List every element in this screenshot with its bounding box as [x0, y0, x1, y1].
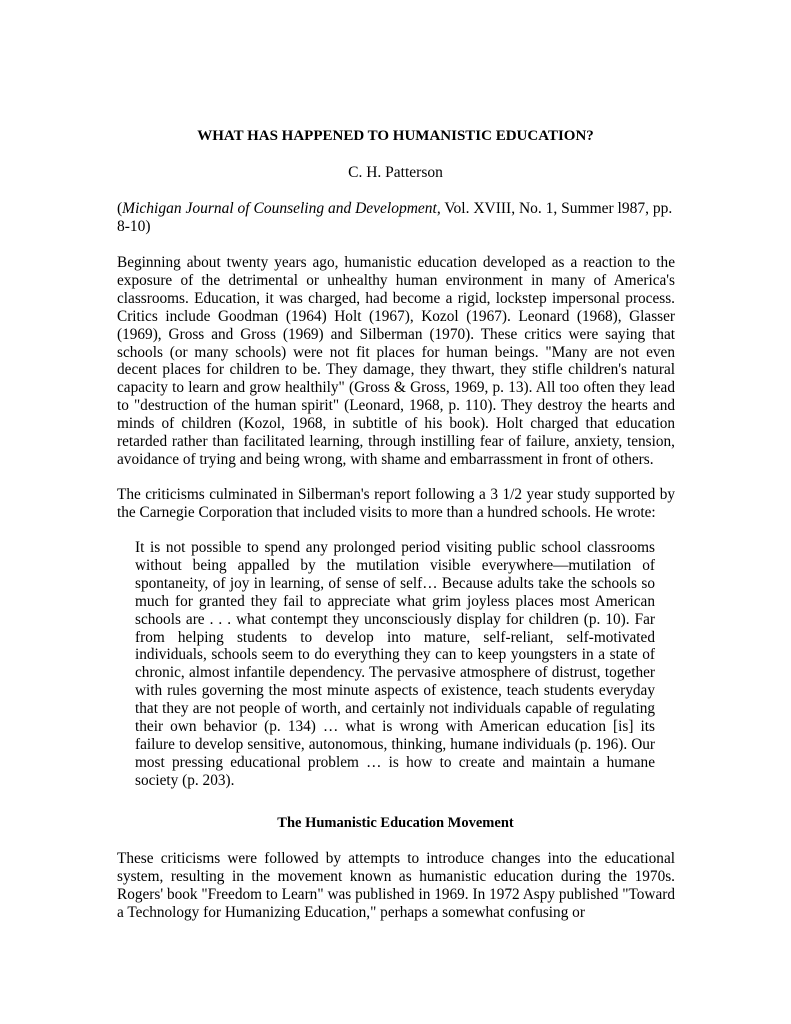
citation-details: , Vol. XVIII, No. 1, Summer l987, pp. 8-10) — [117, 200, 673, 235]
author-name: C. H. Patterson — [348, 164, 443, 181]
section-paragraph: These criticisms were followed by attempts to introduce changes into the educational system, resulting in the movement known as humanistic education during the 1970s. Rogers' book "Freedom to Learn" was published in 1969. In 1972 Aspy published "Toward a Technology for Humanizing Education," perhaps a somewhat confusing or — [117, 850, 675, 921]
citation-open: ( — [117, 200, 123, 217]
document-title: WHAT HAS HAPPENED TO HUMANISTIC EDUCATION? — [197, 128, 594, 144]
intro-paragraph: Beginning about twenty years ago, humanistic education developed as a reaction to the exposure of the detrimental or unhealthy human environment in many of America's classrooms. Education, it was charged, had become a rigid, lockstep impersonal process. Critics include Goodman (1964) Holt (1967), Kozol (1967). Leonard (1968), Glasser (1969), Gross and Gross (1969) and Silberman (1970). These critics were saying that schools (or many schools) were not fit places for human beings. "Many are not even decent places for children to be. They damage, they thwart, they stifle children's natural capacity to learn and grow healthily" (Gross & Gross, 1969, p. 13). All too often they lead to "destruction of the human spirit" (Leonard, 1968, p. 110). They destroy the hearts and minds of children (Kozol, 1968, in subtitle of his book). Holt charged that education retarded rather than facilitated learning, through instilling fear of failure, anxiety, tension, avoidance of trying and being wrong, with shame and embarrassment in front of others. — [117, 254, 675, 468]
citation — [117, 200, 677, 236]
silberman-quote: It is not possible to spend any prolonged period visiting public school classrooms without being appalled by the mutilation visible everywhere—mutilation of spontaneity, of joy in learning, of sense of self… Because adults take the schools so much for granted they fail to appreciate what grim joyless places most American schools are . . . what contempt they unconsciously display for children (p. 10). Far from helping students to develop into mature, self-reliant, self-motivated individuals, schools seem to do everything they can to keep youngsters in a state of chronic, almost infantile dependency. The pervasive atmosphere of distrust, together with rules governing the most minute aspects of existence, teach students everyday that they are not people of worth, and certainly not individuals capable of regulating their own behavior (p. 134) … what is wrong with American education [is] its failure to develop sensitive, autonomous, thinking, humane individuals (p. 196). Our most pressing educational problem … is how to create and maintain a humane society (p. 203). — [135, 539, 655, 789]
section-heading: The Humanistic Education Movement — [277, 815, 514, 831]
citation-journal: Michigan Journal of Counseling and Development — [122, 200, 437, 217]
criticisms-paragraph: The criticisms culminated in Silberman's report following a 3 1/2 year study supported by the Carnegie Corporation that included visits to more than a hundred schools. He wrote: — [117, 486, 675, 521]
